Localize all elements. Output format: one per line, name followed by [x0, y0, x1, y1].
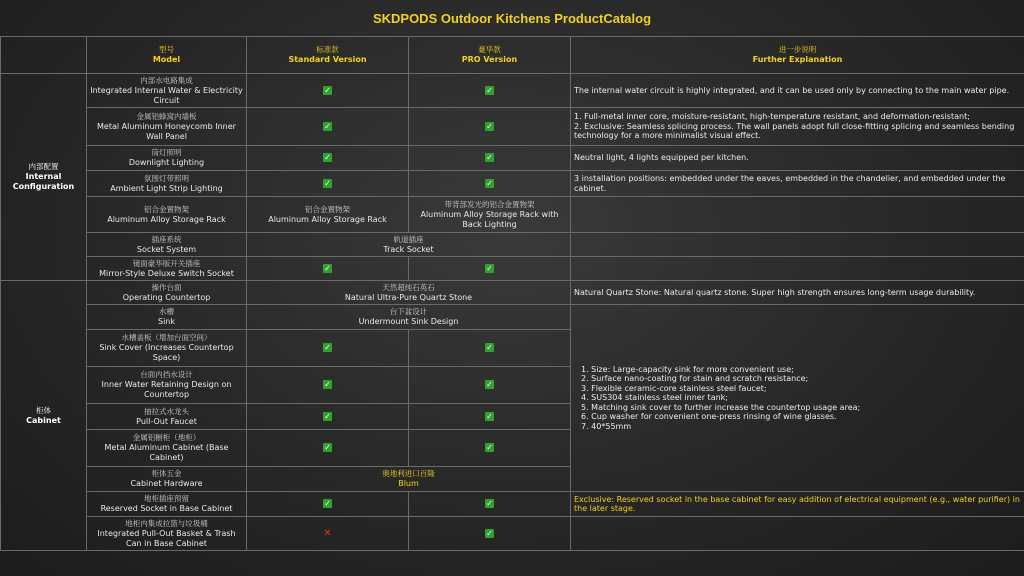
explanation-cell	[571, 257, 1024, 281]
pro-cell	[409, 404, 571, 430]
standard-cell	[247, 108, 409, 146]
check-icon: ✓	[486, 85, 493, 95]
category-internal: 内部配置 Internal Configuration	[1, 74, 87, 281]
sink-explanation-cell: 1. Size: Large-capacity sink for more convenient use; 2. Surface nano-coating for stain and scratch resistance; 3. Flexible ceramic-core stainless steel faucet; 4. SUS304 stainless steel inner tank; 5. Matching sink cover to further increase the countertop usage area; 6. Cup washer for convenient one-press rinsing of wine glasses. 7. 40*55mm	[571, 305, 1024, 492]
check-icon: ✓	[486, 443, 493, 452]
model-cell: 金属铝蜂窝内墙板 Metal Aluminum Honeycomb Inner Wall Panel	[87, 108, 247, 146]
model-cell: 铝合金置物架 Aluminum Alloy Storage Rack	[87, 197, 247, 233]
check-icon: ✓	[324, 178, 331, 188]
model-cell: 水槽 Sink	[87, 305, 247, 330]
check-icon: ✓	[486, 499, 493, 508]
header-category	[1, 37, 87, 74]
explanation-cell	[571, 233, 1024, 257]
check-icon: ✓	[324, 411, 331, 421]
merged-version-cell: 台下盆设计 Undermount Sink Design	[247, 305, 571, 330]
explanation-cell	[571, 197, 1024, 233]
pro-cell	[409, 74, 571, 108]
table-row	[1, 233, 1024, 257]
standard-cell	[247, 146, 409, 171]
model-cell: 筒灯照明 Downlight Lighting	[87, 146, 247, 171]
table-row	[1, 257, 1024, 281]
model-cell: 金属铝橱柜（地柜） Metal Aluminum Cabinet (Base Cabinet)	[87, 430, 247, 467]
standard-cell	[247, 517, 409, 551]
check-icon: ✓	[486, 411, 493, 421]
pro-cell	[409, 430, 571, 467]
model-cell: 抽拉式水龙头 Pull-Out Faucet	[87, 404, 247, 430]
check-icon: ✓	[486, 121, 493, 131]
standard-cell	[247, 404, 409, 430]
explanation-cell: Natural Quartz Stone: Natural quartz stone. Super high strength ensures long-term usage durability.	[571, 281, 1024, 305]
merged-version-cell: 天然超纯石英石 Natural Ultra-Pure Quartz Stone	[247, 281, 571, 305]
check-icon: ✓	[486, 153, 493, 162]
explanation-cell: 1. Full-metal inner core, moisture-resistant, high-temperature resistant, and deformation-resistant; 2. Exclusive: Seamless splicing process. The wall panels adopt full close-fitting splicing and seamless bending technology for a more minimalist visual effect.	[571, 108, 1024, 146]
check-icon: ✓	[324, 263, 331, 273]
model-cell: 水槽盖板（增加台面空间） Sink Cover (Increases Countertop Space)	[87, 330, 247, 367]
model-cell: 地柜内集成拉篮与垃圾桶 Integrated Pull-Out Basket & Trash Can in Base Cabinet	[87, 517, 247, 551]
header-model: 型号 Model	[87, 37, 247, 74]
check-icon: ✓	[486, 343, 493, 352]
standard-cell	[247, 367, 409, 404]
standard-cell	[247, 430, 409, 467]
explanation-cell	[571, 517, 1024, 551]
check-icon: ✓	[324, 153, 331, 162]
check-icon: ✓	[486, 178, 493, 188]
model-cell: 地柜插座预留 Reserved Socket in Base Cabinet	[87, 492, 247, 517]
check-icon: ✓	[324, 343, 331, 352]
pro-cell	[409, 171, 571, 197]
check-icon: ✓	[324, 85, 331, 95]
explanation-cell: 3 installation positions: embedded under the eaves, embedded in the chandelier, and embedded under the cabinet.	[571, 171, 1024, 197]
table-row	[1, 281, 1024, 305]
check-icon: ✓	[324, 380, 331, 389]
standard-cell	[247, 492, 409, 517]
header-pro: 豪华款 PRO Version	[409, 37, 571, 74]
explanation-cell: Exclusive: Reserved socket in the base cabinet for easy addition of electrical equipment (e.g., water purifier) in the later stage.	[571, 492, 1024, 517]
pro-cell: 带背部发光的铝合金置物架 Aluminum Alloy Storage Rack with Back Lighting	[409, 197, 571, 233]
check-icon: ✓	[486, 263, 493, 273]
table-row	[1, 108, 1024, 146]
check-icon: ✓	[324, 121, 331, 131]
model-cell: 氛围灯带照明 Ambient Light Strip Lighting	[87, 171, 247, 197]
table-row	[1, 197, 1024, 233]
model-cell: 插座系统 Socket System	[87, 233, 247, 257]
table-row	[1, 305, 1024, 330]
standard-cell	[247, 171, 409, 197]
explanation-cell: The internal water circuit is highly integrated, and it can be used only by connecting to the main water pipe.	[571, 74, 1024, 108]
check-icon: ✓	[324, 443, 331, 452]
merged-version-cell: 轨道插座 Track Socket	[247, 233, 571, 257]
model-cell: 内部水电路集成 Integrated Internal Water & Electricity Circuit	[87, 74, 247, 108]
pro-cell	[409, 257, 571, 281]
header-row	[1, 37, 1024, 74]
table-row	[1, 146, 1024, 171]
page-title: SKDPODS Outdoor Kitchens ProductCatalog	[372, 10, 652, 26]
model-cell: 柜体五金 Cabinet Hardware	[87, 467, 247, 492]
pro-cell	[409, 108, 571, 146]
standard-cell: 铝合金置物架 Aluminum Alloy Storage Rack	[247, 197, 409, 233]
model-cell: 镜面豪华版开关插座 Mirror-Style Deluxe Switch Socket	[87, 257, 247, 281]
standard-cell	[247, 74, 409, 108]
catalog-table	[0, 36, 1024, 551]
model-cell: 操作台面 Operating Countertop	[87, 281, 247, 305]
check-icon: ✓	[486, 528, 493, 538]
explanation-cell: Neutral light, 4 lights equipped per kitchen.	[571, 146, 1024, 171]
table-row	[1, 492, 1024, 517]
pro-cell	[409, 146, 571, 171]
cross-icon: ✕	[323, 527, 332, 539]
check-icon: ✓	[324, 499, 331, 508]
pro-cell	[409, 367, 571, 404]
table-row	[1, 171, 1024, 197]
merged-version-cell: 奥地利进口百隆 Blum	[247, 467, 571, 492]
standard-cell	[247, 257, 409, 281]
header-explanation: 进一步说明 Further Explanation	[571, 37, 1024, 74]
pro-cell	[409, 330, 571, 367]
table-row	[1, 517, 1024, 551]
pro-cell	[409, 517, 571, 551]
model-cell: 台面内挡水设计 Inner Water Retaining Design on Countertop	[87, 367, 247, 404]
pro-cell	[409, 492, 571, 517]
check-icon: ✓	[486, 380, 493, 389]
category-cabinet: 柜体 Cabinet	[1, 281, 87, 551]
header-standard: 标准款 Standard Version	[247, 37, 409, 74]
table-row	[1, 74, 1024, 108]
standard-cell	[247, 330, 409, 367]
